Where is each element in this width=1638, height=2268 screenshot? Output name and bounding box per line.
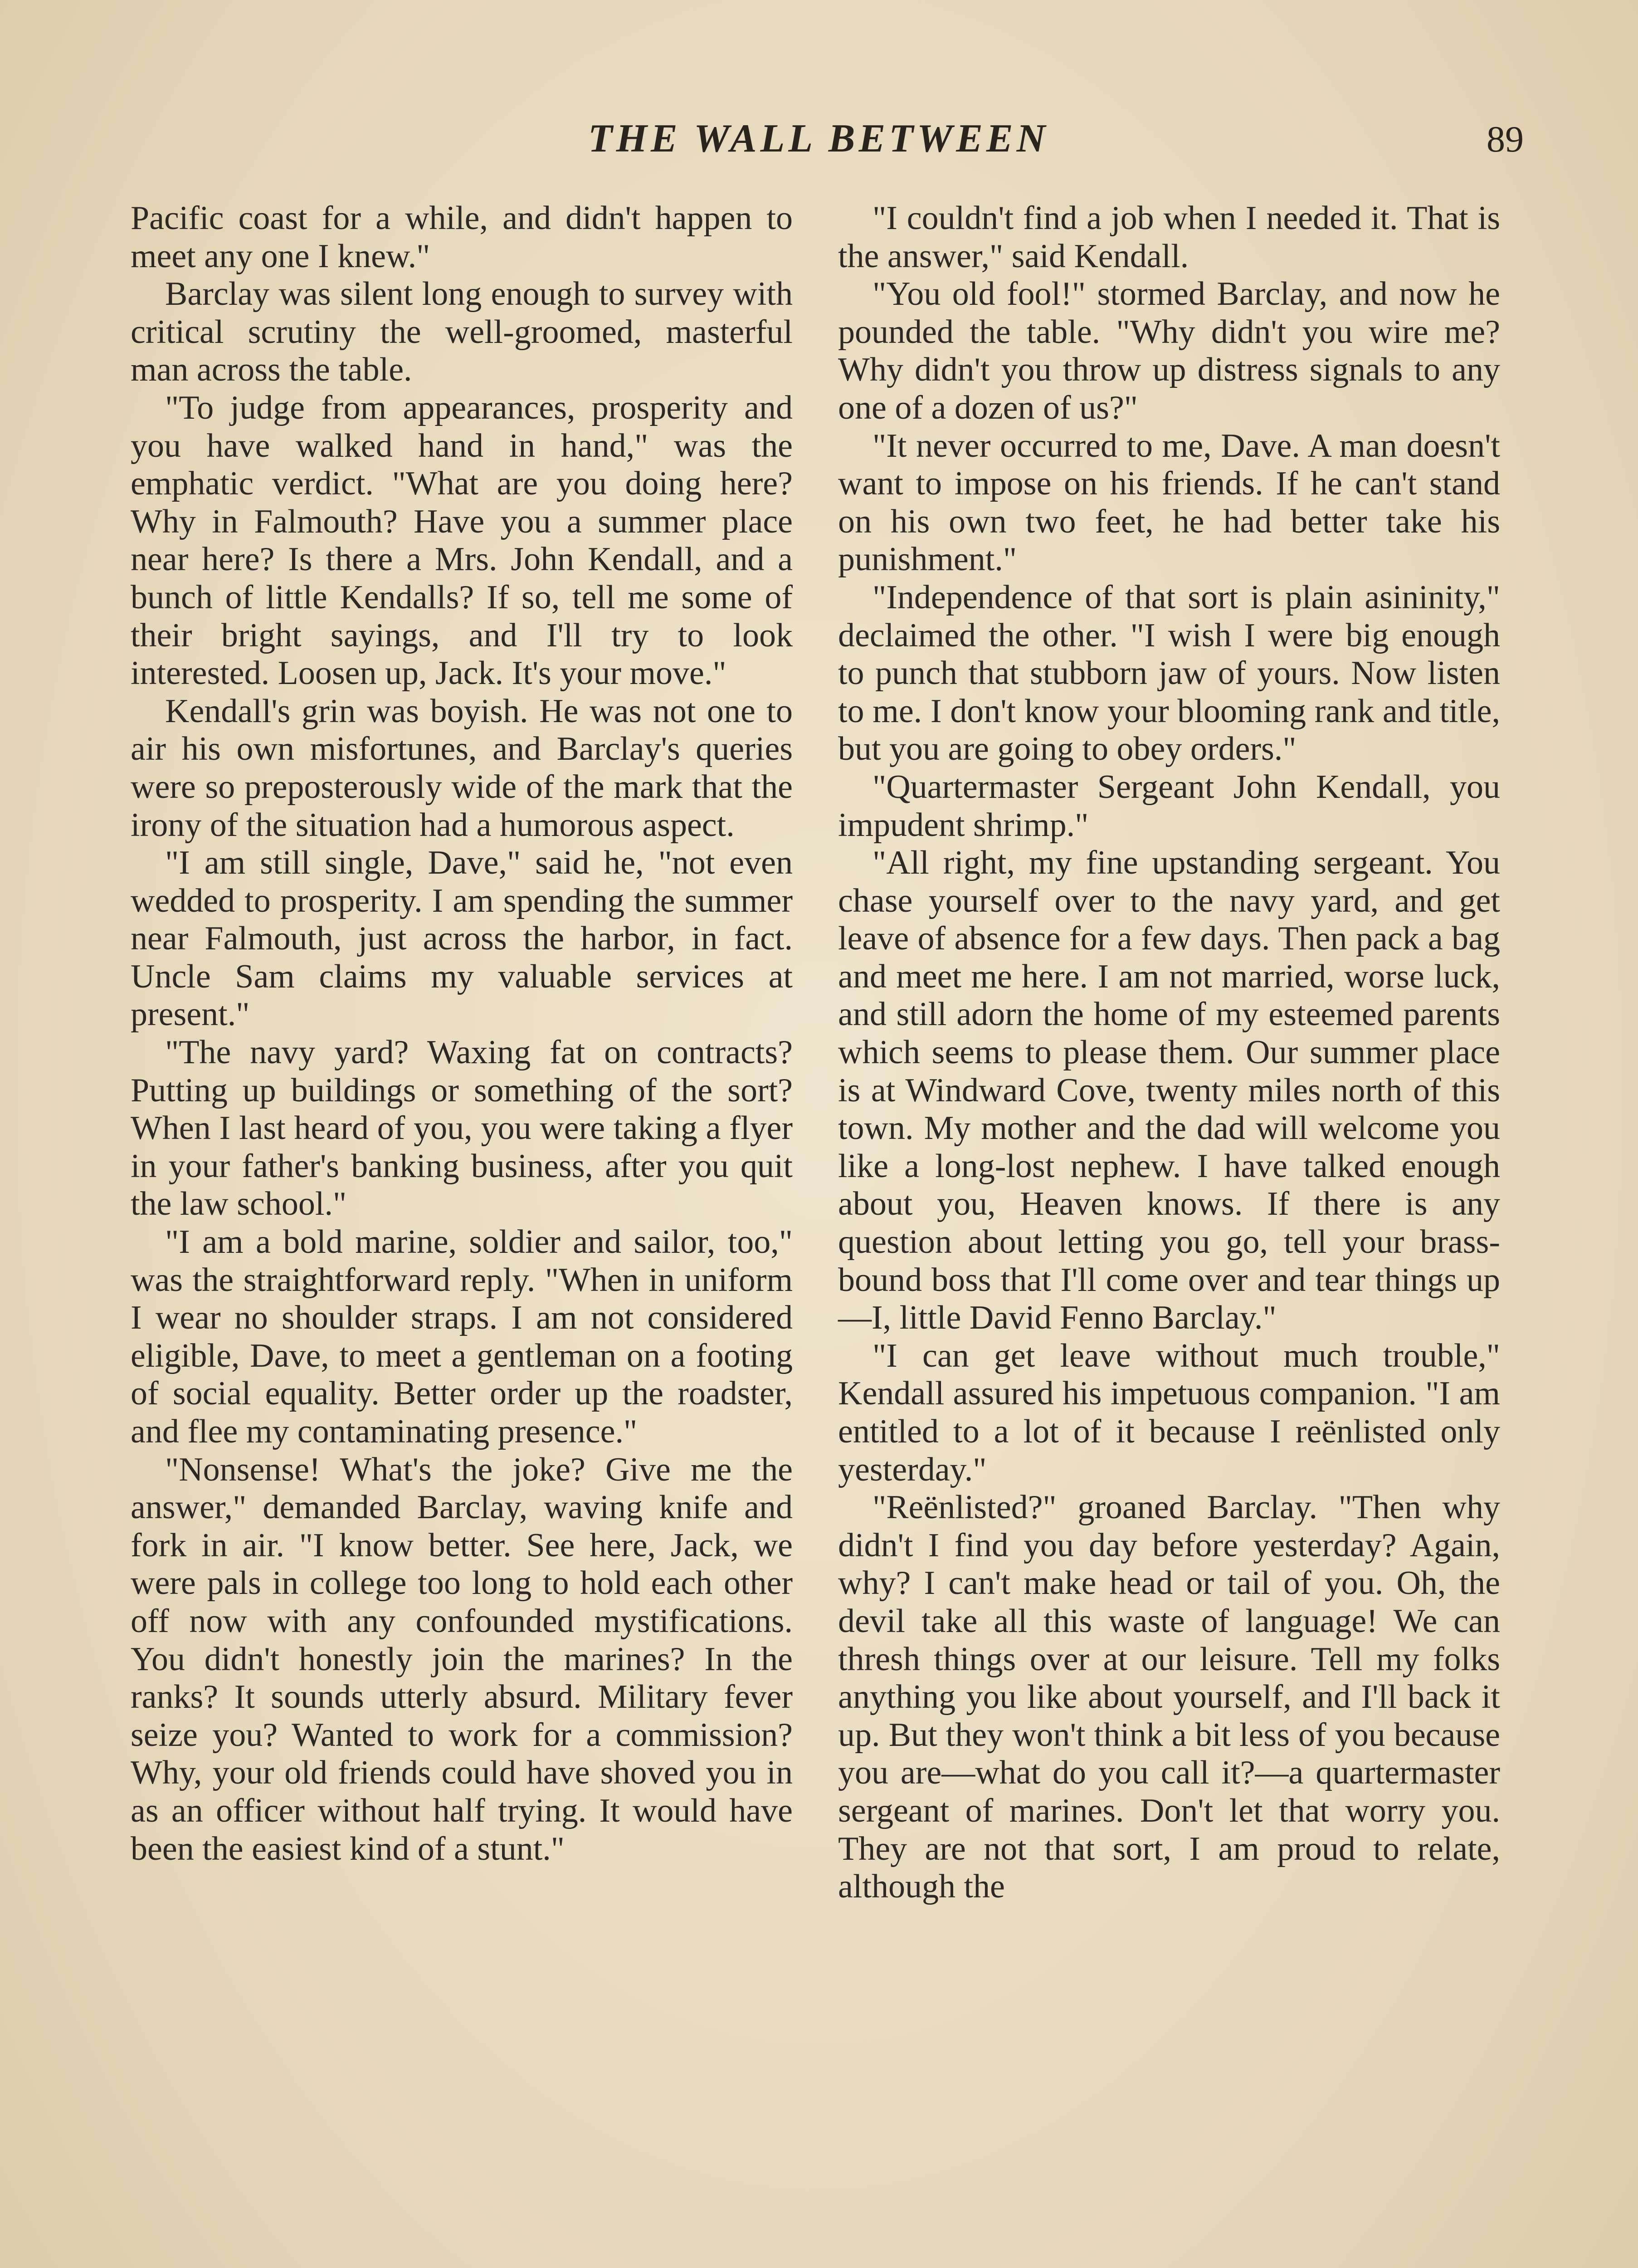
paragraph: "I couldn't find a job when I needed it. That is the answer," said Kendall. <box>838 200 1500 275</box>
paragraph: Pacific coast for a while, and didn't happen to meet any one I knew." <box>131 200 793 275</box>
paragraph: "Reënlisted?" groaned Barclay. "Then why didn't I find you day before yesterday? Again, why? I can't make head or tail of you. Oh, the devil take all this waste of language! We can thresh things over at our leisure. Tell my folks anything you like about yourself, and I'll back it up. But they won't think a bit less of you because you are—what do you call it?—a quartermaster sergeant of marines. Don't let that worry you. They are not that sort, I am proud to relate, although the <box>838 1489 1500 1906</box>
paragraph: "Nonsense! What's the joke? Give me the answer," demanded Barclay, waving knife and fork in air. "I know better. See here, Jack, we were pals in college too long to hold each other off now with any confounded mystifications. You didn't honestly join the marines? In the ranks? It sounds utterly absurd. Military fever seize you? Wanted to work for a commission? Why, your old friends could have shoved you in as an officer without half trying. It would have been the easiest kind of a stunt." <box>131 1451 793 1867</box>
running-title: THE WALL BETWEEN <box>588 117 1049 161</box>
paragraph: "You old fool!" stormed Barclay, and now he pounded the table. "Why didn't you wire me? Why didn't you throw up distress signals to any one of a dozen of us?" <box>838 275 1500 426</box>
paragraph: "Independence of that sort is plain asininity," declaimed the other. "I wish I were big enough to punch that stubborn jaw of yours. Now listen to me. I don't know your blooming rank and title, but you are going to obey orders." <box>838 578 1500 768</box>
paragraph: Kendall's grin was boyish. He was not one to air his own misfortunes, and Barclay's queries were so preposterously wide of the mark that the irony of the situation had a humorous aspect. <box>131 692 793 844</box>
right-column <box>838 200 1500 1906</box>
paragraph: "It never occurred to me, Dave. A man doesn't want to impose on his friends. If he can't stand on his own two feet, he had better take his punishment." <box>838 427 1500 578</box>
page-number: 89 <box>1487 118 1524 160</box>
paragraph: "Quartermaster Sergeant John Kendall, you impudent shrimp." <box>838 768 1500 844</box>
left-column <box>131 200 793 1868</box>
paragraph: "I am a bold marine, soldier and sailor, too," was the straightforward reply. "When in uniform I wear no shoulder straps. I am not considered eligible, Dave, to meet a gentleman on a footing of social equality. Better order up the roadster, and flee my contaminating presence." <box>131 1223 793 1450</box>
paragraph: Barclay was silent long enough to survey with critical scrutiny the well-groomed, masterful man across the table. <box>131 275 793 389</box>
paragraph: "The navy yard? Waxing fat on contracts? Putting up buildings or something of the sort? When I last heard of you, you were taking a flyer in your father's banking business, after you quit the law school." <box>131 1034 793 1223</box>
paragraph: "I am still single, Dave," said he, "not even wedded to prosperity. I am spending the summer near Falmouth, just across the harbor, in fact. Uncle Sam claims my valuable services at present." <box>131 844 793 1033</box>
paragraph: "All right, my fine upstanding sergeant. You chase yourself over to the navy yard, and get leave of absence for a few days. Then pack a bag and meet me here. I am not married, worse luck, and still adorn the home of my esteemed parents which seems to please them. Our summer place is at Windward Cove, twenty miles north of this town. My mother and the dad will welcome you like a long-lost nephew. I have talked enough about you, Heaven knows. If there is any question about letting you go, tell your brass-bound boss that I'll come over and tear things up—I, little David Fenno Barclay." <box>838 844 1500 1337</box>
paragraph: "To judge from appearances, prosperity and you have walked hand in hand," was the emphatic verdict. "What are you doing here? Why in Falmouth? Have you a summer place near here? Is there a Mrs. John Kendall, and a bunch of little Kendalls? If so, tell me some of their bright sayings, and I'll try to look interested. Loosen up, Jack. It's your move." <box>131 389 793 692</box>
paragraph: "I can get leave without much trouble," Kendall assured his impetuous companion. "I am entitled to a lot of it because I reënlisted only yesterday." <box>838 1337 1500 1488</box>
